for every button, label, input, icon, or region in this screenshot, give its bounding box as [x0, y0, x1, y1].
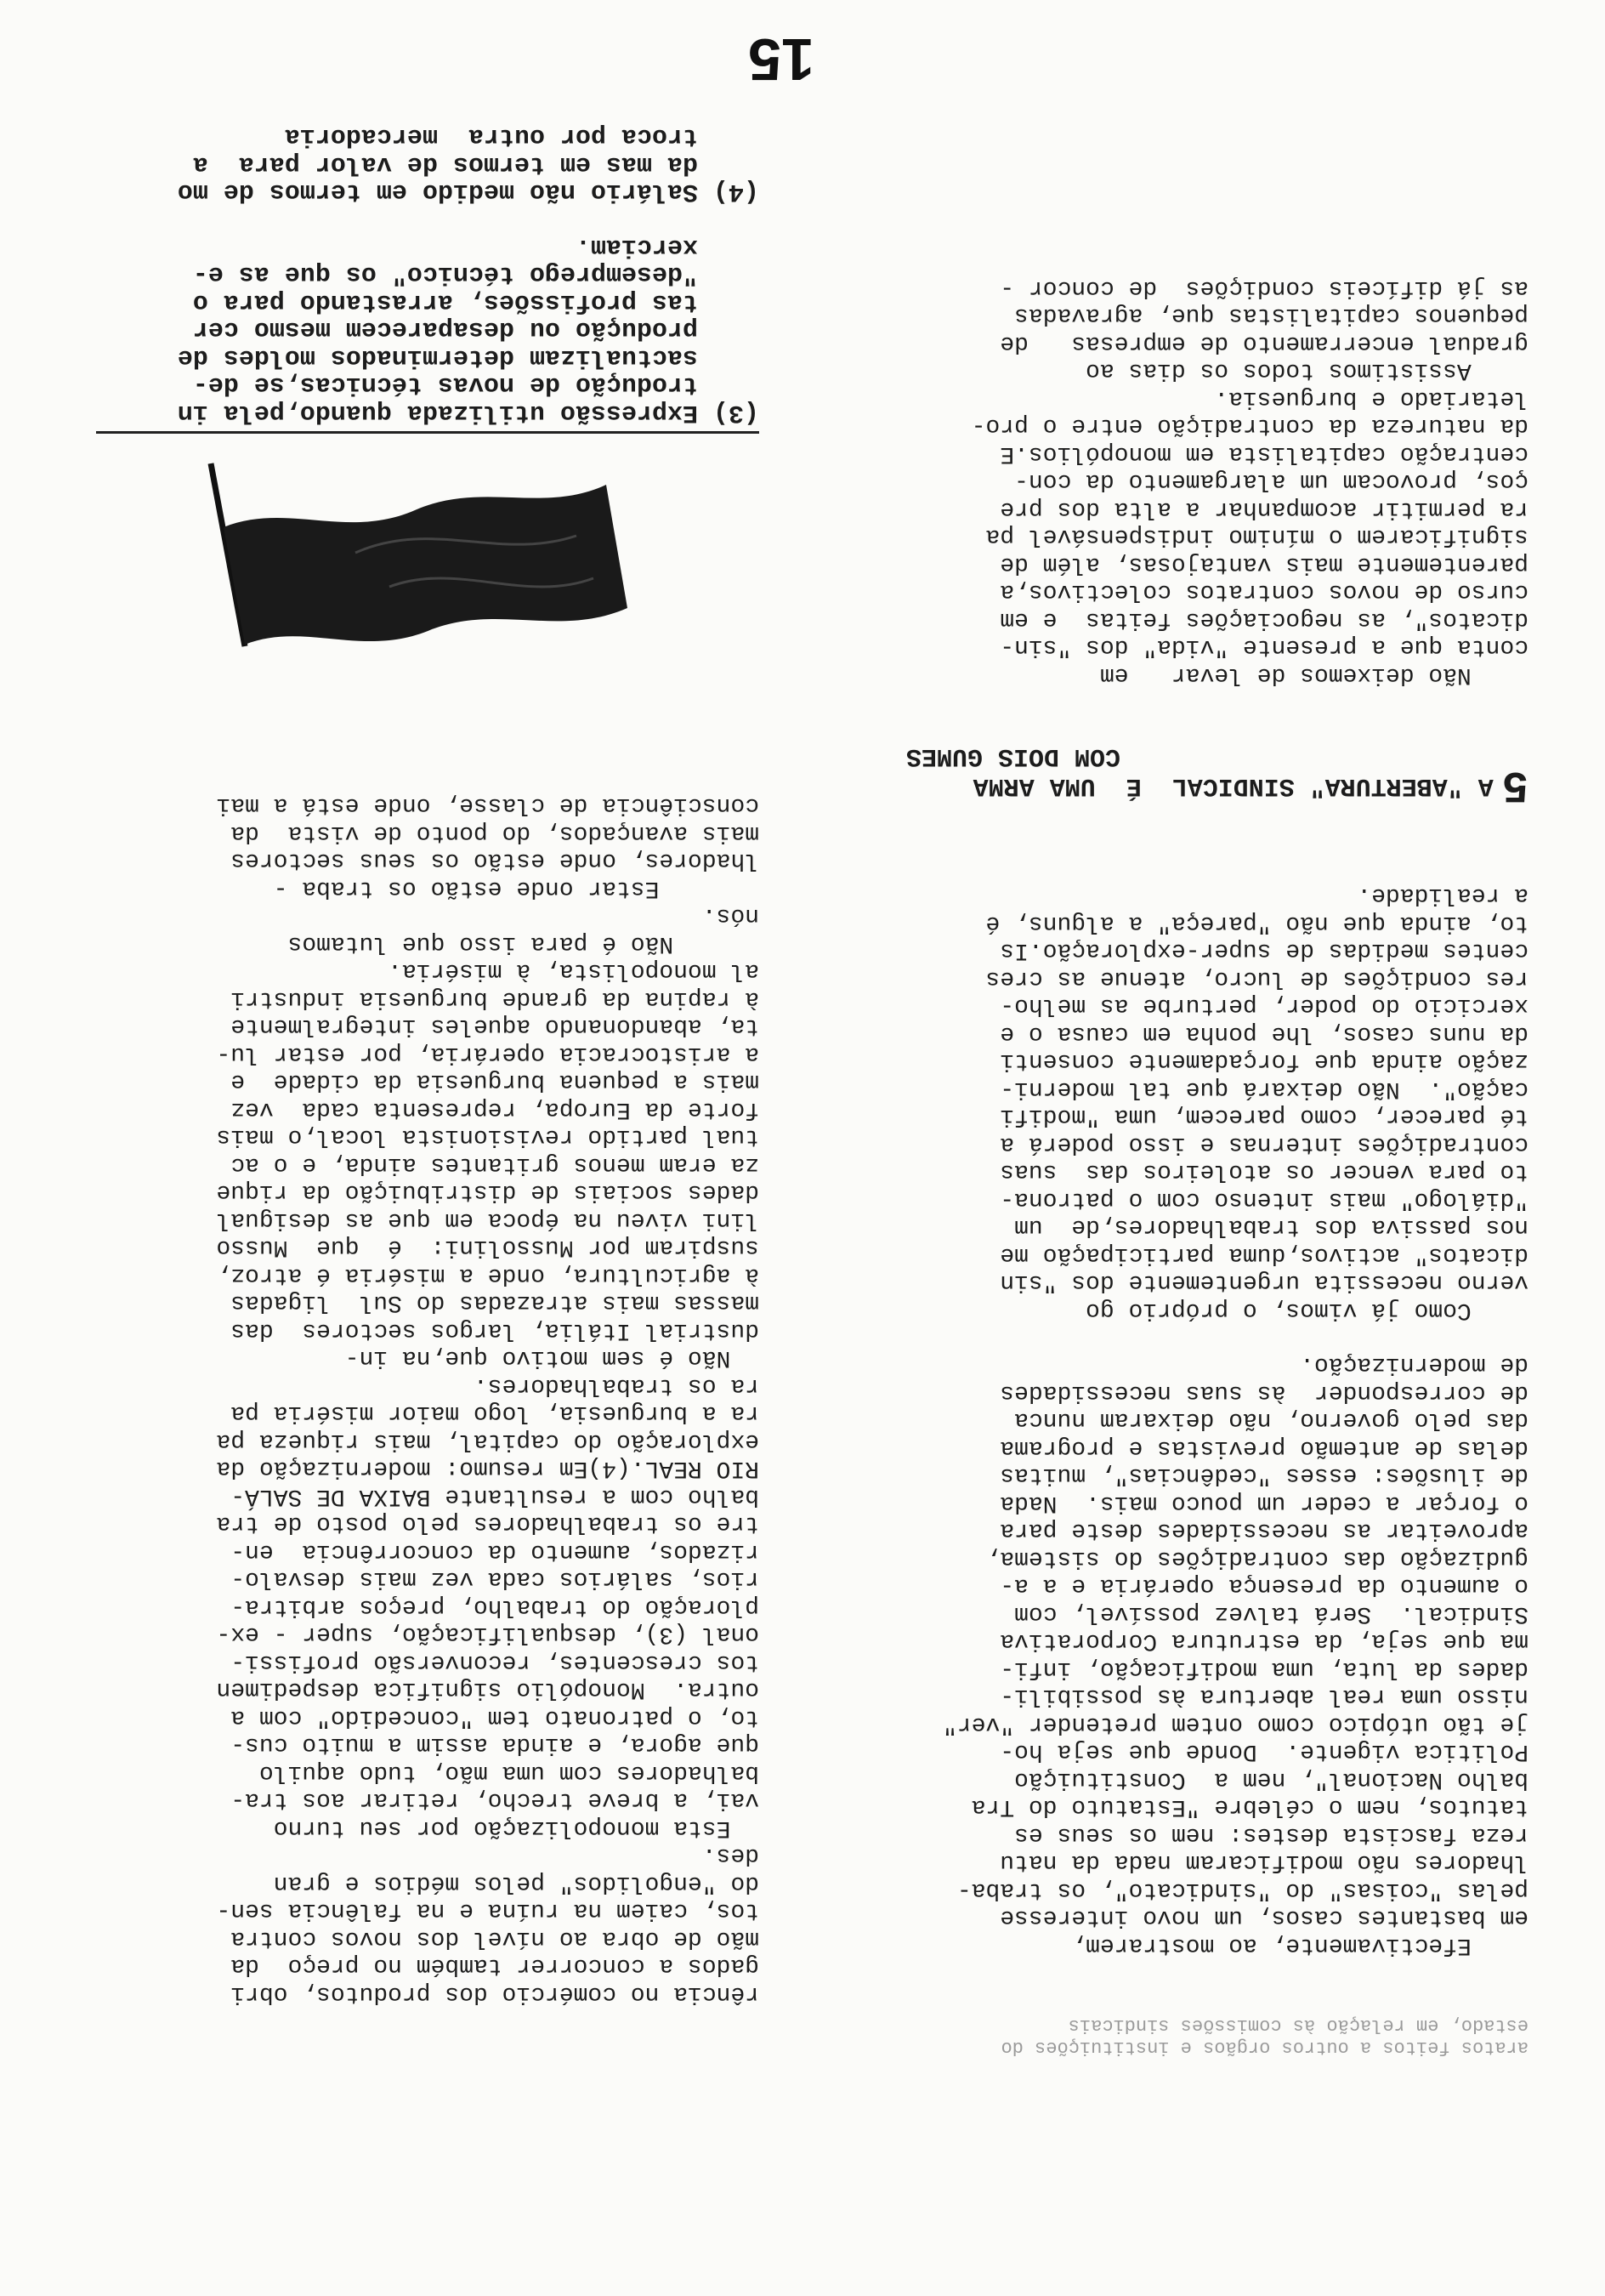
text-line: gradual encerramento de empresas de: [1000, 330, 1528, 356]
text-line: res condições de lucro, atenue as cres: [985, 965, 1528, 992]
text-line: ploração do trabalho, preços arbitra-: [230, 1594, 759, 1620]
text-line: za eram menos gritantes ainda, e o ac: [230, 1151, 759, 1178]
text-line: de modernização.: [1300, 1351, 1528, 1378]
text-line: reza fascista destes: nem os seus es: [1014, 1821, 1528, 1848]
text-line: to para vencer os atoleiros das suas: [1000, 1158, 1528, 1185]
text-line: trodução de novas técnicas,se de-: [192, 370, 759, 400]
text-line: da nuns casos, lhe ponha em causa o e: [1000, 1020, 1528, 1047]
text-line: Esta monopolização por seu turno: [273, 1815, 759, 1841]
text-line: Como já vimos, o próprio go: [1086, 1297, 1528, 1323]
text-line: ta, abandonando aqueles integralmente: [230, 1013, 759, 1040]
text-line: à agricultura, onde a miséria é atroz,: [216, 1262, 759, 1288]
text-line: letariado e burguesia.: [1214, 385, 1528, 412]
text-line: Estar onde estão os traba -: [273, 875, 759, 901]
text-line: nisso uma real abertura às possibili-: [1000, 1683, 1528, 1710]
text-line: zação ainda que forçadamente consenti: [1000, 1048, 1528, 1075]
text-line: aproveitar as necessidades deste para: [1000, 1517, 1528, 1544]
text-line: dades da luta, uma modificação, infi-: [1000, 1656, 1528, 1682]
text-line: [865, 688, 1528, 715]
text-line: Sindical. Será talvez possível, com: [1014, 1600, 1528, 1627]
left-column: [865, 219, 1528, 2296]
text-line: suspiram por Mussolini: é que Musso: [216, 1234, 759, 1261]
text-line: ra a burguesia, logo maior miséria pa: [230, 1400, 759, 1427]
text-line: dades sociais de distribuição da rique: [216, 1179, 759, 1206]
text-line: em bastantes casos, um novo interesse: [1000, 1904, 1528, 1931]
text-line: pelas "coisas" do "sindicato", os traba-: [956, 1877, 1528, 1903]
text-line: (3) Expressão utilizada quando,pela in: [177, 398, 759, 427]
text-line: rizados, aumento da concorrência en-: [230, 1538, 759, 1565]
text-line: conta que a presente "vida" dos "sin-: [1000, 634, 1528, 661]
text-line: je tão utópico como ontem pretender "ver": [943, 1711, 1528, 1737]
right-column: [79, 67, 759, 2296]
text-line: [865, 854, 1528, 881]
text-line: consciência de classe, onde está a mai: [216, 792, 759, 819]
text-line: troca por outra mercadoria: [284, 122, 759, 151]
text-line: balho Nacional", nem a Constituição: [1014, 1766, 1528, 1793]
text-line: mão de obra ao nível dos novos contra: [230, 1925, 759, 1952]
text-line: "diálogo" mais intenso com o patrona-: [1000, 1186, 1528, 1213]
text-line: de ilusões: esses "cedências", muitas: [1000, 1462, 1528, 1489]
faint-header: [865, 2014, 1528, 2058]
text-line: massas mais atrazadas do Sul ligadas: [230, 1289, 759, 1316]
text-line: lhadores não modificaram nada da natu: [1000, 1849, 1528, 1876]
text-line: mais avançados, do ponto de vista da: [230, 820, 759, 846]
footnote-rule: [96, 431, 759, 434]
text-line: forte da Europa, representa cada vez: [230, 1096, 759, 1122]
text-line: a realidade.: [1357, 882, 1528, 909]
text-line: da mas em termos de valor para a: [192, 150, 759, 179]
text-line: o aumento da presença operária e a a-: [1000, 1572, 1528, 1600]
section-heading: [865, 759, 1528, 810]
text-line: "desemprego técnico" os que as e-: [192, 259, 759, 289]
text-line: al monopolista, à miséria.: [388, 958, 759, 985]
text-line: lini viveu na época em que as desigual: [216, 1207, 759, 1233]
text-line: lhadores, onde estão os seus sectores: [230, 847, 759, 874]
text-line: nós.: [701, 902, 759, 929]
text-line: parentemente mais vantajosas, além de: [1000, 551, 1528, 577]
text-line: [79, 206, 759, 233]
text-line: centração capitalista em monopólios.E: [1000, 440, 1528, 467]
text-line: des.: [701, 1842, 759, 1869]
text-line: outra. Monopólio significa despedimen: [216, 1676, 759, 1703]
text-line: vai, a breve trecho, retirar aos tra-: [230, 1787, 759, 1814]
text-line: to, o patronato tem "concedido" com a: [230, 1704, 759, 1731]
text-line: centes medidas de super-exploração.Is: [1000, 937, 1528, 964]
text-line: pequenos capitalistas que, agravadas: [1014, 302, 1528, 329]
text-line: verno necessita urgentemente dos "sin: [1000, 1269, 1528, 1296]
text-line: sactualizam determinados moldes de: [177, 343, 759, 372]
text-line: onal (3), desqualificação, super - ex-: [216, 1621, 759, 1648]
text-line: dustrial Itália, largos sectores das: [230, 1317, 759, 1344]
text-line: xerciam.: [575, 232, 759, 261]
text-line: dicatos" activos,duma participação me: [1000, 1242, 1528, 1268]
text-line: [865, 1323, 1528, 1350]
text-line: [865, 799, 1528, 827]
text-line: tas profissões, arrastando para o: [192, 287, 759, 316]
flag-illustration: [202, 459, 644, 655]
text-line: cação". Não deixará que tal moderni-: [1000, 1076, 1528, 1102]
text-line: RIO REAL.(4)Em resumo: modernização da: [216, 1455, 759, 1482]
text-line: tre os trabalhadores pelo posto de tra: [216, 1510, 759, 1537]
text-line: das pelo governo, não deixaram nunca: [1014, 1407, 1528, 1434]
text-line: tual partido revisionista local,o mais: [216, 1123, 759, 1151]
text-line: do "engolidos" pelos médios e gran: [273, 1870, 759, 1896]
text-line: [865, 715, 1528, 742]
page-number: 15: [748, 26, 814, 93]
text-line: as já difíceis condições de concor -: [1000, 275, 1528, 301]
text-line: da natureza da contradição entre o pro-: [971, 412, 1528, 440]
text-line: tos, caiem na ruína e na falência sen-: [216, 1897, 759, 1924]
text-line: ra permitir acompanhar a alta dos pre: [1000, 496, 1528, 522]
text-line: de corresponder às suas necessidades: [1000, 1379, 1528, 1406]
text-line: curso de novos contratos colectivos,a: [1000, 578, 1528, 605]
text-line: mais a pequena burguesia da cidade e: [230, 1068, 759, 1095]
text-line: contradições internas e isso poderá a: [1000, 1131, 1528, 1157]
text-line: dicatos", as negociações feitas e em: [1000, 606, 1528, 633]
text-line: à rapina da grande burguesia industri: [230, 986, 759, 1012]
text-line: rios, salários cada vez mais desvalo-: [230, 1566, 759, 1593]
text-line: a aristocracia operária, por estar lu-: [216, 1041, 759, 1067]
heading-number: 5: [1501, 759, 1528, 810]
text-line: tatutos, nem o célebre "Estatuto do Tra: [971, 1793, 1528, 1821]
footnotes: [79, 122, 759, 434]
text-line: nos passiva dos trabalhadores,de um: [1014, 1213, 1528, 1241]
text-line: [865, 827, 1528, 854]
text-line: ma que seja, da estrutura Corporativa: [1000, 1628, 1528, 1655]
left-column-text: [865, 274, 1528, 1959]
text-line: exploração do capital, mais riqueza pa: [216, 1428, 759, 1454]
text-line: delas de antemão previstas e programa: [1000, 1435, 1528, 1461]
text-line: gados a concorrer também no preço da: [230, 1952, 759, 1980]
text-line: gudização das contradições do sistema,: [985, 1545, 1528, 1571]
heading-text: A "ABERTURA" SINDICAL É UMA ARMA: [973, 771, 1494, 800]
text-line: Politica vigente. Donde que seja ho-: [1000, 1738, 1528, 1765]
text-line: Efectivamente, ao mostrarem,: [1071, 1932, 1528, 1958]
text-line: té parecer, como parecem, uma "modifi: [1000, 1103, 1528, 1130]
text-line: to, ainda que não "pareça" a alguns, é: [985, 910, 1528, 936]
text-line: estado, em relação às comissões sindicais: [1068, 2015, 1528, 2036]
text-line: ra os trabalhadores.: [473, 1372, 759, 1399]
text-line: ços, provocam um alargamento da con-: [1014, 468, 1528, 495]
text-line: Não é sem motivo que,na in-: [344, 1344, 759, 1372]
text-line: xercicio do poder, perturbe as melho-: [1000, 992, 1528, 1020]
text-line: Assistimos todos os dias ao: [1086, 357, 1528, 384]
text-line: produção ou desaparecem mesmo cer: [192, 315, 759, 344]
text-line: o forçar a ceder um pouco mais. Nada: [1000, 1490, 1528, 1516]
text-line: Não é para isso que lutamos: [287, 930, 759, 957]
right-column-text: [79, 791, 759, 2007]
text-line: rência no comércio dos produtos, obri: [230, 1981, 759, 2007]
text-line: significarem o mínimo indispensável pa: [985, 523, 1528, 550]
text-line: balhadores com uma mão, tudo aquilo: [258, 1759, 759, 1786]
text-line: aratos feitos a outros orgãos e instituições do: [1001, 2037, 1528, 2058]
heading-subtitle: COM DOIS GUMES: [905, 742, 1120, 771]
text-line: tos crescentes, reconversão profissi-: [230, 1649, 759, 1675]
text-line: (4) Salário não medido em termos de mo: [177, 177, 759, 207]
text-line: que agora, e ainda assim a muito cus-: [230, 1731, 759, 1759]
text-line: Não deixemos de levar em: [1099, 662, 1528, 688]
text-line: balho com a resultante BAIXA DE SALÁ-: [230, 1483, 759, 1509]
